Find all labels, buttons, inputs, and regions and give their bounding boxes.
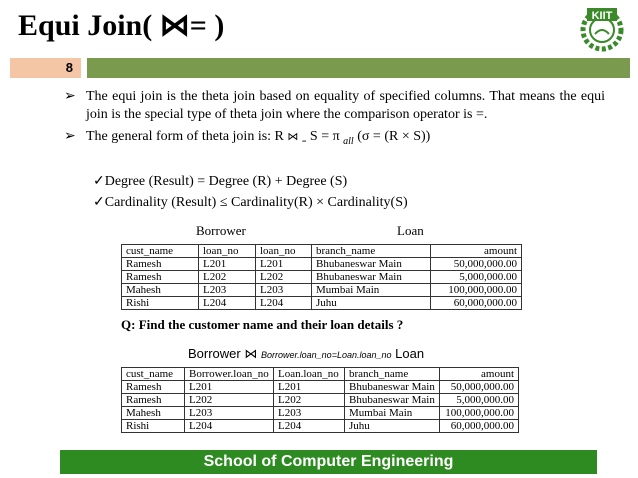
cell: L203 [274, 407, 345, 420]
loan-label: Loan [397, 223, 424, 238]
cell: Rishi [122, 297, 199, 310]
cell: Ramesh [122, 381, 185, 394]
join-expression [188, 346, 424, 362]
cell: L204 [256, 297, 312, 310]
cell: L202 [274, 394, 345, 407]
table-row [122, 420, 519, 433]
cell: Bhubaneswar Main [345, 394, 440, 407]
arrow-bullet-icon: ➢ [64, 89, 76, 104]
table-header-row [122, 245, 522, 258]
cell: Mahesh [122, 407, 185, 420]
table-row [122, 394, 519, 407]
cell: L204 [185, 420, 274, 433]
header-cell: branch_name [312, 245, 431, 258]
cell: 100,000,000.00 [440, 407, 519, 420]
cell: Ramesh [122, 271, 199, 284]
table-row [122, 284, 522, 297]
header-cell: amount [431, 245, 522, 258]
question-text: Q: Find the customer name and their loan details ? [121, 317, 404, 332]
cell: Bhubaneswar Main [312, 258, 431, 271]
footer-banner: School of Computer Engineering [60, 450, 597, 474]
cell: Juhu [345, 420, 440, 433]
kiit-logo-icon [573, 4, 631, 52]
cell: L203 [199, 284, 256, 297]
cell: L202 [185, 394, 274, 407]
cell: L204 [199, 297, 256, 310]
table-row [122, 381, 519, 394]
cell: Mumbai Main [312, 284, 431, 297]
cell: L201 [185, 381, 274, 394]
cell: L204 [274, 420, 345, 433]
cell: 50,000,000.00 [440, 381, 519, 394]
page-title: Equi Join( ⋈= ) [18, 9, 225, 42]
cell: Rishi [122, 420, 185, 433]
table-row [122, 407, 519, 420]
cell: L201 [274, 381, 345, 394]
bullet-text: The general form of theta join is: R [86, 129, 284, 144]
cell: Bhubaneswar Main [312, 271, 431, 284]
logo-text: KIIT [591, 10, 613, 22]
cell: L202 [199, 271, 256, 284]
table-row [122, 271, 522, 284]
cell: L201 [256, 258, 312, 271]
cell: Ramesh [122, 258, 199, 271]
cell: 100,000,000.00 [431, 284, 522, 297]
header-cell: cust_name [122, 245, 199, 258]
formula-part: S = π [309, 129, 340, 144]
cell: Ramesh [122, 394, 185, 407]
page-number: 8 [10, 58, 81, 78]
cell: L203 [256, 284, 312, 297]
cell: Mumbai Main [345, 407, 440, 420]
bullet-text: The equi join is the theta join based on equality of specified columns. That means the equi join is the special type of theta join where the comparison operator is =. [86, 89, 605, 122]
cell: L201 [199, 258, 256, 271]
cell: 50,000,000.00 [431, 258, 522, 271]
cardinality-rule: ✓Cardinality (Result) ≤ Cardinality(R) × Cardinality(S) [93, 195, 408, 210]
cell: Juhu [312, 297, 431, 310]
expression-left: Borrower ⋈ [188, 346, 258, 361]
cell: 60,000,000.00 [440, 420, 519, 433]
cell: 5,000,000.00 [440, 394, 519, 407]
bullet-equi-join-definition [60, 88, 605, 124]
header-cell: branch_name [345, 368, 440, 381]
bowtie-icon: ⋈ [287, 131, 299, 143]
header-cell: loan_no [199, 245, 256, 258]
cell: L202 [256, 271, 312, 284]
expression-right: Loan [395, 346, 425, 361]
header-bar [87, 58, 630, 78]
equi-join-result-table [121, 367, 519, 433]
degree-rule: ✓Degree (Result) = Degree (R) + Degree (S) [93, 174, 348, 189]
subscript-equals: = [301, 136, 307, 146]
borrower-label: Borrower [196, 223, 246, 238]
header-cell: Loan.loan_no [274, 368, 345, 381]
header-cell: cust_name [122, 368, 185, 381]
cell: L203 [185, 407, 274, 420]
borrower-loan-table [121, 244, 522, 310]
cell: 5,000,000.00 [431, 271, 522, 284]
table-row [122, 258, 522, 271]
header-cell: Borrower.loan_no [185, 368, 274, 381]
arrow-bullet-icon: ➢ [64, 129, 76, 144]
join-condition: Borrower.loan_no=Loan.loan_no [260, 350, 392, 360]
cell: Mahesh [122, 284, 199, 297]
table-header-row [122, 368, 519, 381]
header-cell: loan_no [256, 245, 312, 258]
bullet-list [60, 88, 605, 151]
subscript-all: all [343, 135, 354, 147]
cell: 60,000,000.00 [431, 297, 522, 310]
formula-part: (σ = (R × S)) [357, 129, 431, 144]
table-row [122, 297, 522, 310]
cell: Bhubaneswar Main [345, 381, 440, 394]
header-cell: amount [440, 368, 519, 381]
bullet-general-form [60, 128, 605, 151]
